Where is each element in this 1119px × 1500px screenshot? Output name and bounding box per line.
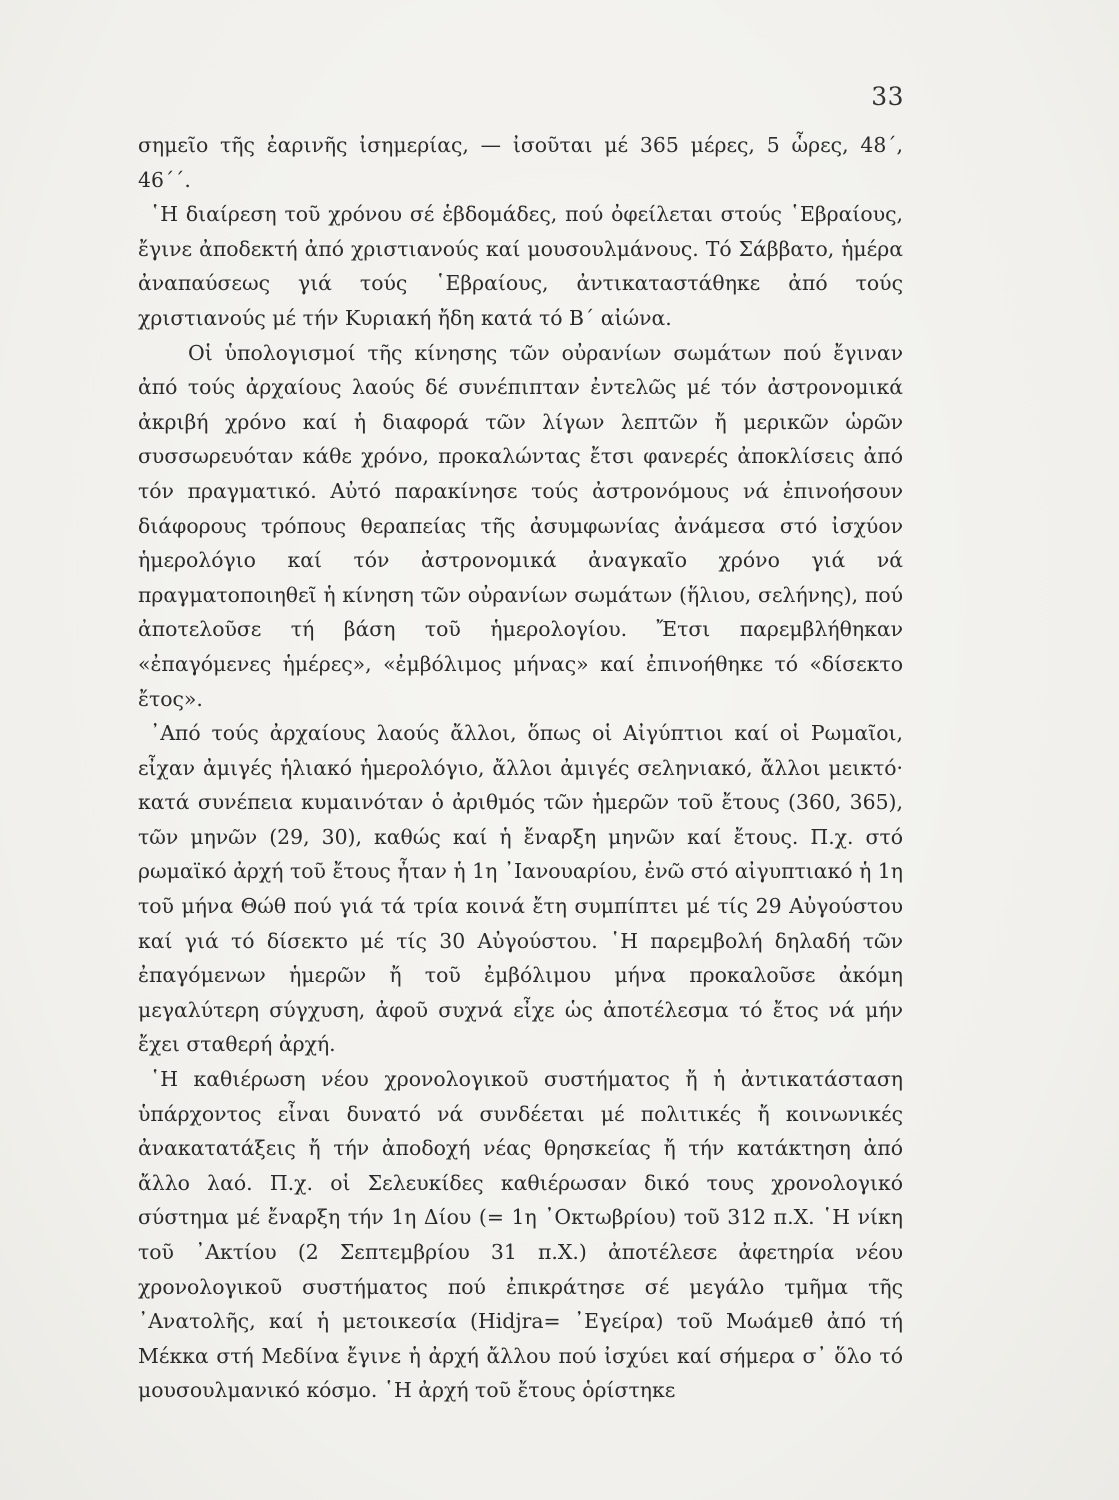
paragraph-4: ᾿Από τούς ἀρχαίους λαούς ἄλλοι, ὅπως οἱ Αἰγύπτιοι καί οἱ Ρωμαῖοι, εἶχαν ἀμιγές ἡλιακό ἡμερολόγιο, ἄλλοι ἀμιγές σεληνιακό, ἄλλοι μεικτό· κατά συνέπεια κυμαινόταν ὁ ἀριθμός τῶν ἡμερῶν τοῦ ἔτους (360, 365), τῶν μηνῶν (29, 30), καθώς καί ἡ ἔναρξη μηνῶν καί ἔτους. Π.χ. στό ρωμαϊκό ἀρχή τοῦ ἔτους ἦταν ἡ 1η ᾿Ιανουαρίου, ἐνῶ στό αἰγυπτιακό ἡ 1η τοῦ μήνα Θώθ πού γιά τά τρία κοινά ἔτη συμπίπτει μέ τίς 29 Αὐγούστου καί γιά τό δίσεκτο μέ τίς 30 Αὐγούστου. ῾Η παρεμβολή δηλαδή τῶν ἐπαγόμενων ἡμερῶν ἤ τοῦ ἐμβόλιμου μήνα προκαλοῦσε ἀκόμη μεγαλύτερη σύγχυση, ἀφοῦ συχνά εἶχε ὡς ἀποτέλεσμα τό ἔτος νά μήν ἔχει σταθερή ἀρχή. — [138, 721, 903, 1057]
paragraph-5: ῾Η καθιέρωση νέου χρονολογικοῦ συστήματος ἤ ἡ ἀντικατάσταση ὑπάρχοντος εἶναι δυνατό νά συνδέεται μέ πολιτικές ἤ κοινωνικές ἀνακατατάξεις ἤ τήν ἀποδοχή νέας θρησκείας ἤ τήν κατάκτηση ἀπό ἄλλο λαό. Π.χ. οἱ Σελευκίδες καθιέρωσαν δικό τους χρονολογικό σύστημα μέ ἔναρξη τήν 1η Δίου (= 1η ᾿Οκτωβρίου) τοῦ 312 π.Χ. ῾Η νίκη τοῦ ᾿Ακτίου (2 Σεπτεμβρίου 31 π.Χ.) ἀποτέλεσε ἀφετηρία νέου χρονολογικοῦ συστήματος πού ἐπικράτησε σέ μεγάλο τμῆμα τῆς ᾿Ανατολῆς, καί ἡ μετοικεσία (Hidjra= ᾿Εγείρα) τοῦ Μωάμεθ ἀπό τή Μέκκα στή Μεδίνα ἔγινε ἡ ἀρχή ἄλλου πού ἰσχύει καί σήμερα σ᾿ ὅλο τό μουσουλμανικό κόσμο. ῾Η ἀρχή τοῦ ἔτους ὁρίστηκε — [138, 1067, 903, 1403]
paragraph-2: ῾Η διαίρεση τοῦ χρόνου σέ ἑβδομάδες, πού ὀφείλεται στούς ῾Εβραίους, ἔγινε ἀποδεκτή ἀπό χριστιανούς καί μουσουλμάνους. Τό Σάββατο, ἡμέρα ἀναπαύσεως γιά τούς ῾Εβραίους, ἀντικαταστάθηκε ἀπό τούς χριστιανούς μέ τήν Κυριακή ἤδη κατά τό Β΄ αἰώνα. — [138, 202, 903, 330]
page-number: 33 — [871, 82, 904, 111]
body-text — [138, 128, 903, 1408]
paragraph-3: Οἱ ὑπολογισμοί τῆς κίνησης τῶν οὐρανίων σωμάτων πού ἔγιναν ἀπό τούς ἀρχαίους λαούς δέ συνέπιπταν ἐντελῶς μέ τόν ἀστρονομικά ἀκριβή χρόνο καί ἡ διαφορά τῶν λίγων λεπτῶν ἤ μερικῶν ὡρῶν συσσωρευόταν κάθε χρόνο, προκαλώντας ἔτσι φανερές ἀποκλίσεις ἀπό τόν πραγματικό. Αὐτό παρακίνησε τούς ἀστρονόμους νά ἐπινοήσουν διάφορους τρόπους θεραπείας τῆς ἀσυμφωνίας ἀνάμεσα στό ἰσχύον ἡμερολόγιο καί τόν ἀστρονομικά ἀναγκαῖο χρόνο γιά νά πραγματοποιηθεῖ ἡ κίνηση τῶν οὐρανίων σωμάτων (ἥλιου, σελήνης), πού ἀποτελοῦσε τή βάση τοῦ ἡμερολογίου. Ἔτσι παρεμβλήθηκαν «ἐπαγόμενες ἡμέρες», «ἐμβόλιμος μήνας» καί ἐπινοήθηκε τό «δίσεκτο ἔτος». — [138, 340, 903, 711]
paragraph-1: σημεῖο τῆς ἐαρινῆς ἰσημερίας, — ἰσοῦται μέ 365 μέρες, 5 ὧρες, 48΄, 46΄΄. — [138, 133, 903, 192]
